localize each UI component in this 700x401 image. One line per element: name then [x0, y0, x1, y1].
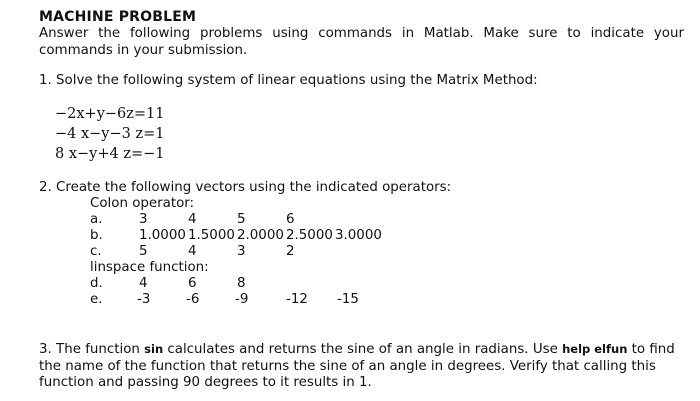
intro-paragraph: Answer the following problems using commands in Matlab. Make sure to indicate your commands in your submission. [39, 26, 684, 58]
vector-value: 1.0000 [139, 228, 186, 243]
keyword-sin: sin [144, 342, 164, 356]
question-3 [39, 341, 684, 392]
vector-value: 3 [237, 244, 246, 259]
vector-value: 5 [237, 212, 246, 227]
vector-value: 4 [139, 276, 148, 291]
vector-value: -9 [235, 292, 249, 307]
vector-value: -6 [186, 292, 200, 307]
page-title: MACHINE PROBLEM [39, 9, 197, 25]
equation-1: −2x+y−6z=11 [55, 106, 165, 122]
question-1: 1. Solve the following system of linear equations using the Matrix Method: [39, 73, 538, 88]
equation-3: 8 x−y+4 z=−1 [55, 146, 165, 162]
row-label: e. [90, 292, 103, 307]
row-label: b. [90, 228, 103, 243]
equation-2: −4 x−y−3 z=1 [55, 126, 165, 142]
question-3-text: 3. The function [39, 342, 145, 357]
vector-value: 4 [188, 244, 197, 259]
vector-value: -12 [286, 292, 308, 307]
row-label: d. [90, 276, 103, 291]
vector-value: -3 [137, 292, 151, 307]
question-3-text: to find the name of the function that returns the sine of an angle in degrees. Verify that calling this function and passing 90 degrees to it results in 1. [39, 342, 675, 390]
vector-value: 6 [188, 276, 197, 291]
vector-value: 2 [286, 244, 295, 259]
vector-value: 1.5000 [188, 228, 235, 243]
vector-value: 4 [188, 212, 197, 227]
question-3-text: calculates and returns the sine of an angle in radians. Use [163, 342, 563, 357]
vector-value: -15 [337, 292, 359, 307]
linspace-function-label: linspace function: [90, 260, 209, 275]
vector-value: 3.0000 [335, 228, 382, 243]
row-label: c. [90, 244, 102, 259]
question-2: 2. Create the following vectors using the indicated operators: [39, 180, 452, 195]
vector-value: 8 [237, 276, 246, 291]
keyword-help-elfun: help elfun [562, 342, 628, 356]
row-label: a. [90, 212, 103, 227]
vector-value: 5 [139, 244, 148, 259]
colon-operator-label: Colon operator: [90, 196, 195, 211]
vector-value: 3 [139, 212, 148, 227]
vector-value: 2.0000 [237, 228, 284, 243]
vector-value: 6 [286, 212, 295, 227]
vector-value: 2.5000 [286, 228, 333, 243]
